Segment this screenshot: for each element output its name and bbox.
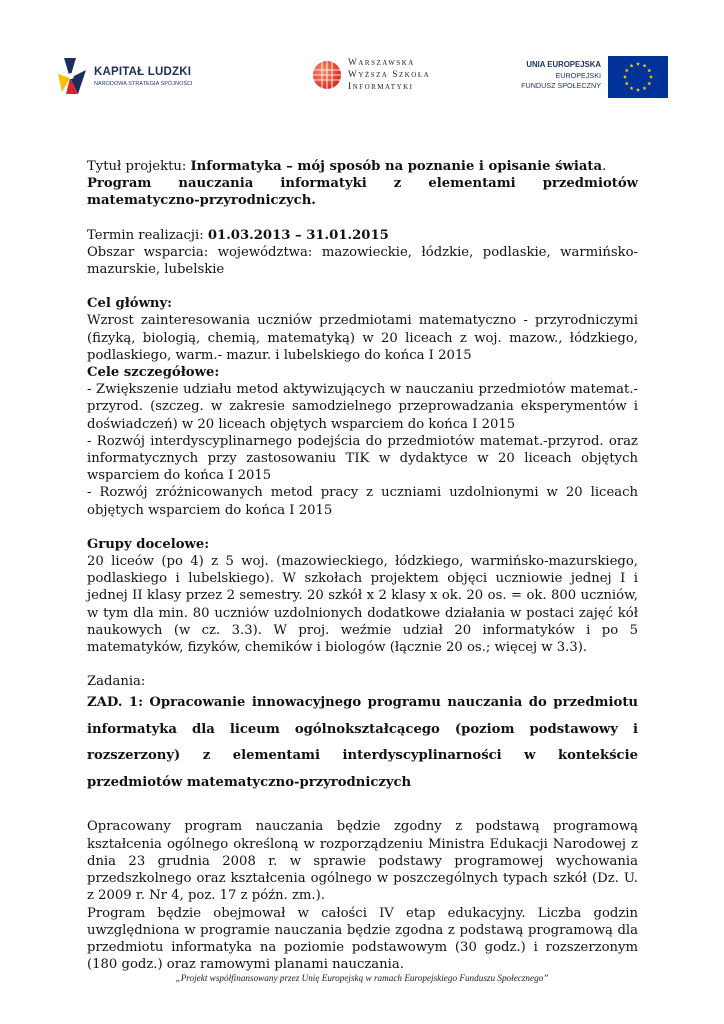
project-period — [87, 227, 638, 244]
eu-flag-icon — [608, 56, 668, 98]
specific-item-3: - Rozwój zróżnicowanych metod pracy z uczniami uzdolnionymi w 20 liceach objętych wsparciem do końca I 2015 — [87, 485, 638, 518]
specific-item-1: - Zwiększenie udziału metod aktywizujących w nauczaniu przedmiotów matemat.-przyrod. (szczeg. w zakresie samodzielnego przeprowadzania eksperymentów i doświadczeń) w 20 liceach objętych wsparciem do końca I 2015 — [87, 382, 638, 432]
goal-heading — [87, 295, 638, 312]
period-value: 01.03.2013 – 31.01.2015 — [207, 227, 389, 243]
page-footer: „Projekt współfinansowany przez Unię Europejską w ramach Europejskiego Funduszu Społecznego” — [175, 973, 549, 983]
project-title-value: Informatyka – mój sposób na poznanie i opisanie świata — [190, 159, 603, 174]
document-body — [87, 158, 638, 973]
wwsi-line-2: Wyższa Szkoła — [348, 70, 431, 80]
wwsi-sphere-icon — [312, 60, 342, 90]
program-title — [87, 175, 638, 209]
groups-heading-text: Grupy docelowe: — [87, 536, 210, 552]
specific-heading-text: Cele szczegółowe: — [87, 365, 220, 381]
program-title-text: Program nauczania informatyki z elementami przedmiotów matematyczno-przyrodniczych. — [87, 176, 638, 209]
support-area: Obszar wsparcia: województwa: mazowieckie, łódzkie, podlaskie, warmińsko-mazurskie, lubelskie — [87, 244, 638, 278]
tasks-label: Zadania: — [87, 674, 146, 690]
eu-text — [508, 60, 601, 92]
eu-line-1: UNIA EUROPEJSKA — [526, 60, 601, 69]
task-1-paragraph-1: Opracowany program nauczania będzie zgodny z podstawą programową kształcenia ogólnego określoną w rozporządzeniu Ministra Edukacji Narodowej z dnia 23 grudnia 2008 r. w sprawie podstawy programowej wychowania przedszkolnego oraz kształcenia ogólnego w poszczególnych typach szkół (Dz. U. z 2009 r. Nr 4, poz. 17 z późn. zm.). — [87, 819, 638, 904]
task-1-heading: ZAD. 1: Opracowanie innowacyjnego programu nauczania do przedmiotu informatyka dla liceum ogólnokształcącego (poziom podstawowy i rozszerzony) z elementami interdyscyplinarności w kontekście przedmiotów matematyczno-przyrodniczych — [87, 695, 638, 790]
goal-text: Wzrost zainteresowania uczniów przedmiotami matematyczno - przyrodniczymi (fizyką, biologią, chemią, matematyką) w 20 liceach z woj. mazow., łódzkiego, podlaskiego, warm.- mazur. i lubelskiego do końca I 2015 — [87, 313, 638, 363]
groups-text: 20 liceów (po 4) z 5 woj. (mazowieckiego, łódzkiego, warmińsko-mazurskiego, podlaskiego i lubelskiego). W szkołach projektem objęci uczniowie jednej I i jednej II klasy przez 2 semestry. 20 szkół x 2 klasy x ok. 20 os. = ok. 800 uczniów, w tym dla min. 80 uczniów uzdolnionych dodatkowe działania w postaci zajęć kół naukowych (w cz. 3.3). W proj. weźmie udział 20 informatyków i po 5 matematyków, fizyków, chemików i biologów (łącznie 20 os.; więcej w 3.3). — [87, 554, 638, 656]
kapital-ludzki-mark-icon — [56, 56, 90, 96]
period-label: Termin realizacji: — [87, 227, 208, 243]
project-title-line — [87, 158, 638, 175]
kapital-ludzki-title: KAPITAŁ LUDZKI — [94, 66, 192, 78]
eu-efs-logo — [508, 56, 672, 100]
specific-item-2: - Rozwój interdyscyplinarnego podejścia do przedmiotów matemat.-przyrod. oraz informatycznych przy zastosowaniu TIK w dydaktyce w 20 liceach objętych wsparciem do końca I 2015 — [87, 433, 638, 484]
page-header — [0, 0, 724, 120]
specific-heading — [87, 364, 638, 381]
goal-heading-text: Cel główny: — [87, 296, 173, 312]
eu-line-2: EUROPEJSKI — [555, 70, 601, 80]
kapital-ludzki-logo — [56, 52, 206, 100]
wwsi-line-3: Informatyki — [348, 82, 414, 92]
project-title-end: . — [602, 159, 607, 174]
wwsi-logo — [312, 56, 442, 96]
kapital-ludzki-subtitle: NARODOWA STRATEGIA SPÓJNOŚCI — [94, 81, 193, 87]
task-1-paragraph-2: Program będzie obejmował w całości IV etap edukacyjny. Liczba godzin uwzględniona w programie nauczania będzie zgodna z podstawą programową dla przedmiotu informatyka na poziomie podstawowym (30 godz.) i rozszerzonym (180 godz.) oraz ramowymi planami nauczania. — [87, 905, 638, 973]
wwsi-line-1: Warszawska — [348, 58, 415, 68]
project-title-label: Tytuł projektu: — [87, 159, 191, 174]
wwsi-name — [348, 57, 430, 93]
eu-line-3: FUNDUSZ SPOŁECZNY — [521, 81, 601, 90]
groups-heading — [87, 536, 638, 553]
